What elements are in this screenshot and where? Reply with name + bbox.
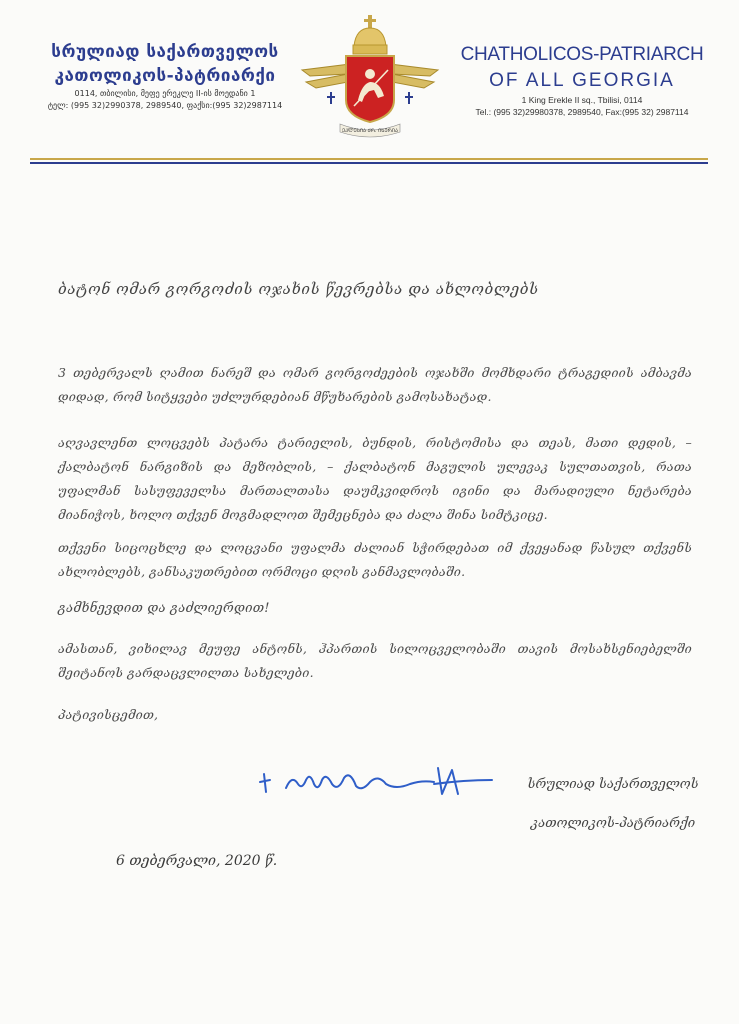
letterhead-phone-geo: ტელ: (995 32)2990378, 2989540, ფაქსი:(995 32)2987114 — [47, 101, 283, 110]
letterhead-georgian — [30, 40, 300, 112]
letter-paragraph: თქვენი სიცოცხლე და ლოცვანი უფალმა ძალიან სჭირდებათ იმ ქვეყანად წასულ თქვენს ახლობლებს, განსაკუთრებით ორმოცი დღის განმავლობაში. — [58, 540, 692, 579]
letterhead-title-geo-line2: კათოლიკოს-პატრიარქი — [54, 66, 276, 86]
letterhead-address-geo: 0114, თბილისი, მეფე ერეკლე II-ის მოედანი 1 — [74, 89, 256, 98]
letter-paragraph: ამასთან, ვიხილავ მეუფე ანტონს, ჰპართის სილოცველობაში თავის მოსახსენიებელში შეიტანოს გარდაცვლილთა სახელები. — [58, 641, 692, 680]
patriarchate-emblem-icon — [300, 12, 440, 142]
letterhead-title-geo-line1: სრულიად საქართველოს — [51, 42, 279, 62]
letter-closing: პატივისცემით, — [58, 707, 159, 722]
emblem-ribbon-text: ᲔᲙᲚᲔᲡᲘᲐ ᲥᲠ. ᲘᲮᲔᲠᲘᲐ — [342, 128, 398, 134]
letterhead-title-en-line1: CHATHOLICOS-PATRIARCH — [460, 44, 704, 65]
signatory-title-line1: სრულიად საქართველოს — [527, 777, 699, 792]
letter-paragraph: აღვავლენთ ლოცვებს პატარა ტარიელის, ბუნდის, რისტომისა და თეას, მათი დედის, – ქალბატონ ნარგიზის და მეზობლის, – ქალბატონ მაგულის ულევაკ სულთათვის, რათა უფალმან სასუფეველსა მართალთასა დაუმკვიდროს იგინი და მარადიული ნეტარება მიანიჭოს, ხოლო თქვენ მოგმადლოთ შემეცნება და ძალა შინა სიმტკიცე. — [58, 435, 692, 522]
letterhead-phone-en: Tel.: (995 32)29980378, 2989540, Fax:(995 32) 2987114 — [475, 107, 689, 117]
letter-subject: ბატონ ომარ გორგოძის ოჯახის წევრებსა და ახლობლებს — [58, 280, 539, 298]
signatory-title-line2: კათოლიკოს-პატრიარქი — [530, 816, 696, 831]
letterhead-title-en-line2: OF ALL GEORGIA — [489, 70, 675, 91]
letterhead-divider-blue — [30, 162, 708, 164]
handwritten-signature-icon — [252, 760, 497, 805]
letter-paragraph: 3 თებერვალს ღამით ნარეშ და ომარ გორგოძეების ოჯახში მომხდარი ტრაგედიის ამბავმა დიდად, რომ სიტყვები უძლურდებიან მწუხარების გამოსახატად. — [58, 365, 692, 404]
letter-date: 6 თებერვალი, 2020 წ. — [116, 853, 278, 869]
letter-paragraph: გამხნევდით და გაძლიერდით! — [58, 601, 270, 616]
letterhead-english — [452, 42, 712, 118]
letterhead-divider-gold — [30, 158, 708, 160]
letterhead-address-en: 1 King Erekle II sq., Tbilisi, 0114 — [521, 95, 643, 105]
